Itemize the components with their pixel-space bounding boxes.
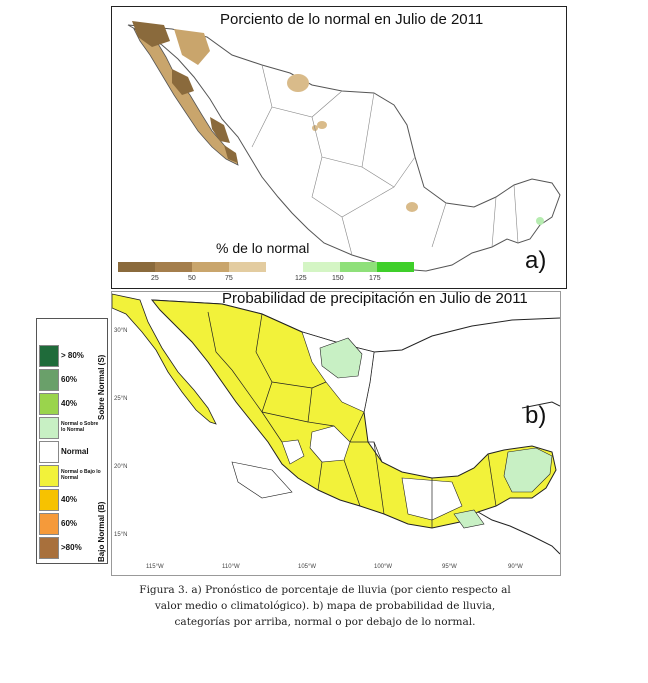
- legend-b-label: >80%: [61, 543, 82, 552]
- central-america-b: [478, 512, 560, 554]
- map-a-svg: [112, 7, 566, 288]
- legend-a-tick-50: 50: [188, 275, 196, 282]
- legend-b-item: [39, 393, 77, 415]
- legend-b-side-top: Sobre Normal (S): [97, 354, 106, 420]
- legend-b-label: Normal o Bajo lo Normal: [61, 469, 101, 481]
- legend-b-label: 40%: [61, 495, 78, 504]
- lon-label-110: 110°W: [222, 564, 240, 570]
- caption-line-2: valor medio o climatológico). b) mapa de probabilidad de lluvia,: [154, 600, 496, 612]
- legend-a-tick-150: 150: [332, 275, 344, 282]
- legend-b-swatch: [39, 417, 59, 439]
- legend-a-swatch-2: [155, 262, 192, 272]
- lon-label-100: 100°W: [374, 564, 393, 570]
- lat-label-20: 20°N: [114, 464, 128, 470]
- legend-b-label: Normal: [61, 447, 89, 456]
- legend-a-tick-75: 75: [225, 275, 233, 282]
- lat-label-25: 25°N: [114, 396, 128, 402]
- legend-b-swatch: [39, 465, 59, 487]
- caption-line-3: categorías por arriba, normal o por debajo de lo normal.: [174, 616, 476, 628]
- caption-line-1: Figura 3. a) Pronóstico de porcentaje de lluvia (por ciento respecto al: [139, 584, 511, 596]
- legend-a-tick-175: 175: [369, 275, 381, 282]
- lon-label-95: 95°W: [442, 564, 457, 570]
- lon-label-105: 105°W: [298, 564, 317, 570]
- legend-b-item: [39, 513, 77, 535]
- legend-a-tick-125: 125: [295, 275, 307, 282]
- legend-a-swatch-4: [229, 262, 266, 272]
- legend-a-swatch-8: [377, 262, 414, 272]
- legend-b-label: > 80%: [61, 351, 84, 360]
- legend-b-swatch: [39, 345, 59, 367]
- legend-b-side-bottom: Bajo Normal (B): [97, 501, 106, 562]
- map-panel-a: [111, 6, 567, 289]
- panel-a-label: a): [525, 247, 547, 274]
- legend-b-label: Normal o Sobre lo Normal: [61, 421, 99, 433]
- panel-b-label: b): [525, 402, 547, 429]
- map-b-svg: [112, 292, 560, 575]
- legend-b-item: [39, 417, 99, 439]
- normal-area-pacific: [232, 462, 292, 498]
- wet-spot-yucatan: [536, 217, 544, 225]
- dry-spot-chihuahua: [287, 74, 309, 92]
- legend-b-label: 60%: [61, 375, 78, 384]
- legend-b-swatch: [39, 489, 59, 511]
- lon-label-115: 115°W: [146, 564, 164, 570]
- legend-b-item: [39, 489, 77, 511]
- legend-a-swatch-1: [118, 262, 155, 272]
- legend-a-bar: [118, 262, 414, 272]
- figure-caption: [60, 582, 590, 630]
- legend-b-swatch: [39, 537, 59, 559]
- legend-a-swatch-6: [303, 262, 340, 272]
- legend-a-swatch-5: [266, 262, 303, 272]
- legend-b-item: [39, 465, 101, 487]
- legend-b-item: [39, 537, 82, 559]
- panel-b-title: Probabilidad de precipitación en Julio de 2011: [222, 290, 528, 307]
- legend-b-swatch: [39, 441, 59, 463]
- legend-b-swatch: [39, 513, 59, 535]
- legend-b-label: 40%: [61, 399, 78, 408]
- legend-b-swatch: [39, 369, 59, 391]
- legend-b-item: [39, 441, 89, 463]
- legend-b-item: [39, 369, 77, 391]
- lat-label-15: 15°N: [114, 532, 128, 538]
- map-panel-b: [111, 291, 561, 576]
- legend-a-swatch-7: [340, 262, 377, 272]
- dry-spot-central: [317, 121, 327, 129]
- legend-b-swatch: [39, 393, 59, 415]
- lon-label-90: 90°W: [508, 564, 523, 570]
- legend-b-item: [39, 345, 84, 367]
- legend-a-tick-25: 25: [151, 275, 159, 282]
- dry-spot-southeast: [406, 202, 418, 212]
- legend-a-swatch-3: [192, 262, 229, 272]
- panel-a-title: Porciento de lo normal en Julio de 2011: [220, 11, 484, 28]
- legend-b-label: 60%: [61, 519, 78, 528]
- lat-label-30: 30°N: [114, 328, 128, 334]
- mexico-outline-a: [128, 25, 560, 271]
- legend-a-title: % de lo normal: [216, 240, 310, 256]
